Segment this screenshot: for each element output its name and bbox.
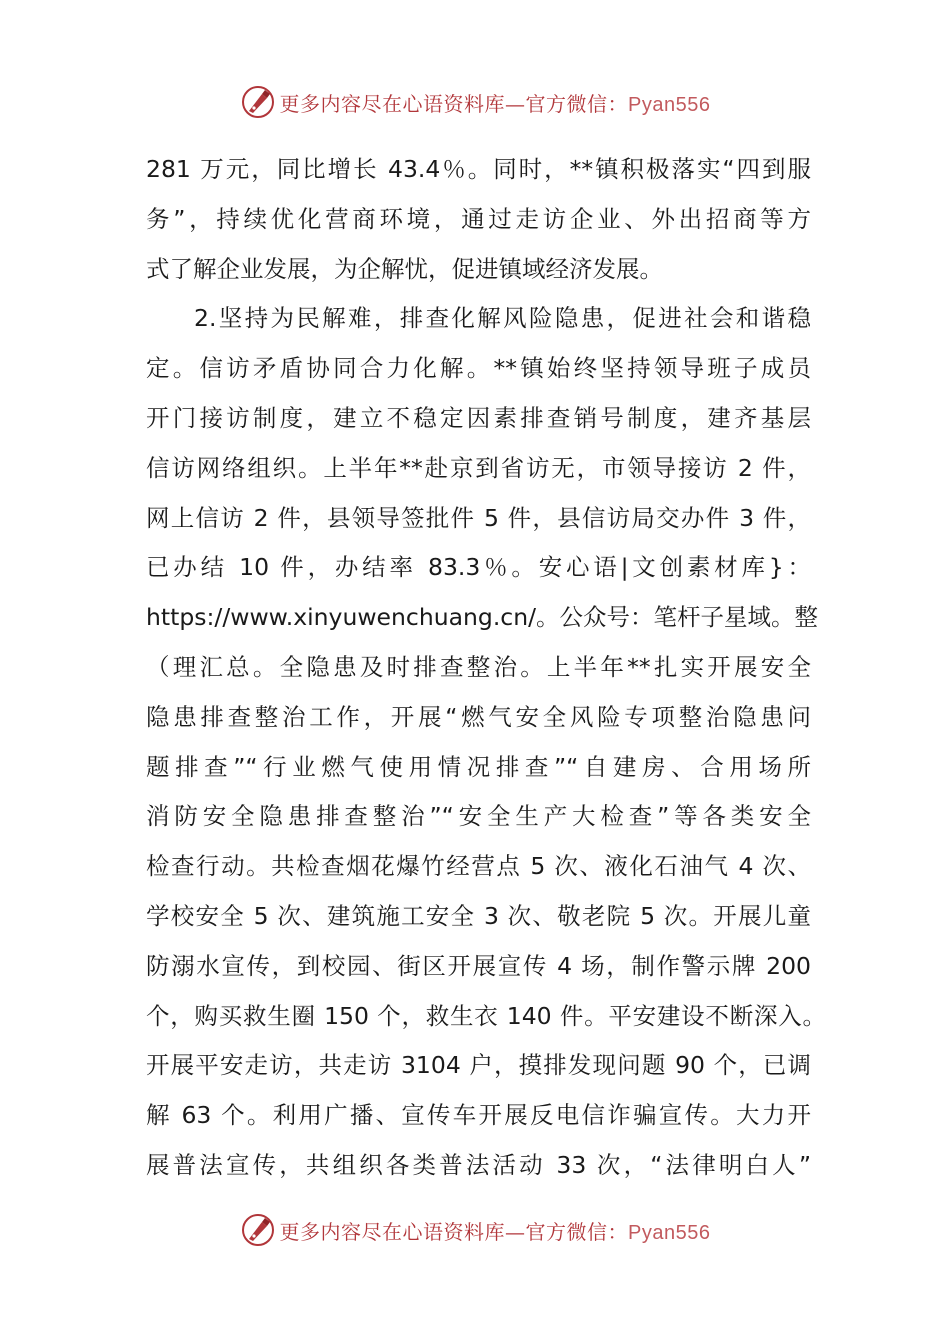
footer-watermark-banner bbox=[0, 1210, 950, 1250]
document-body bbox=[146, 145, 826, 1191]
text-line: 消防安全隐患排查整治”“安全生产大检查”等各类安全 bbox=[146, 802, 811, 831]
header-watermark-text: 更多内容尽在心语资料库—官方微信：Pyan556 bbox=[279, 91, 711, 116]
text-line: 开展平安走访，共走访 3104 户，摸排发现问题 90 个，已调 bbox=[146, 1051, 811, 1080]
text-line: 题排查”“行业燃气使用情况排查”“自建房、合用场所 bbox=[146, 752, 811, 781]
text-line: 定。信访矛盾协同合力化解。**镇始终坚持领导班子成员 bbox=[146, 354, 811, 383]
text-line: 隐患排查整治工作，开展“燃气安全风险专项整治隐患问 bbox=[146, 702, 811, 731]
footer-watermark-text: 更多内容尽在心语资料库—官方微信：Pyan556 bbox=[279, 1219, 711, 1244]
text-line: 学校安全 5 次、建筑施工安全 3 次、敬老院 5 次。开展儿童 bbox=[146, 901, 811, 930]
text-line: 已办结 10 件，办结率 83.3％。安心语|文创素材库}： bbox=[146, 553, 811, 582]
text-line: 检查行动。共检查烟花爆竹经营点 5 次、液化石油气 4 次、 bbox=[146, 852, 811, 881]
text-line: 式了解企业发展，为企解忧，促进镇域经济发展。 bbox=[146, 254, 663, 283]
text-line: 281 万元，同比增长 43.4％。同时，**镇积极落实“四到服 bbox=[146, 155, 811, 183]
text-line: 防溺水宣传，到校园、街区开展宣传 4 场，制作警示牌 200 bbox=[146, 951, 811, 980]
header-watermark-banner bbox=[0, 82, 950, 122]
text-line: 开门接访制度，建立不稳定因素排查销号制度，建齐基层 bbox=[146, 403, 811, 432]
text-line: 信访网络组织。上半年**赴京到省访无，市领导接访 2 件， bbox=[146, 453, 811, 482]
text-line: 展普法宣传，共组织各类普法活动 33 次，“法律明白人” bbox=[146, 1150, 811, 1179]
text-line: 个，购买救生圈 150 个，救生衣 140 件。平安建设不断深入。 bbox=[146, 1001, 826, 1030]
text-line: 解 63 个。利用广播、宣传车开展反电信诈骗宣传。大力开 bbox=[146, 1101, 811, 1130]
pen-nib-logo-icon bbox=[240, 1212, 276, 1248]
text-line: https://www.xinyuwenchuang.cn/。公众号：笔杆子星域。整 bbox=[146, 603, 819, 632]
text-line: （理汇总。全隐患及时排查整治。上半年**扎实开展安全 bbox=[146, 652, 811, 681]
text-line: 务”，持续优化营商环境，通过走访企业、外出招商等方 bbox=[146, 204, 811, 233]
text-line: 网上信访 2 件，县领导签批件 5 件，县信访局交办件 3 件， bbox=[146, 503, 811, 532]
text-line: 2.坚持为民解难，排查化解风险隐患，促进社会和谐稳 bbox=[194, 304, 811, 333]
pen-nib-logo-icon bbox=[240, 84, 276, 120]
